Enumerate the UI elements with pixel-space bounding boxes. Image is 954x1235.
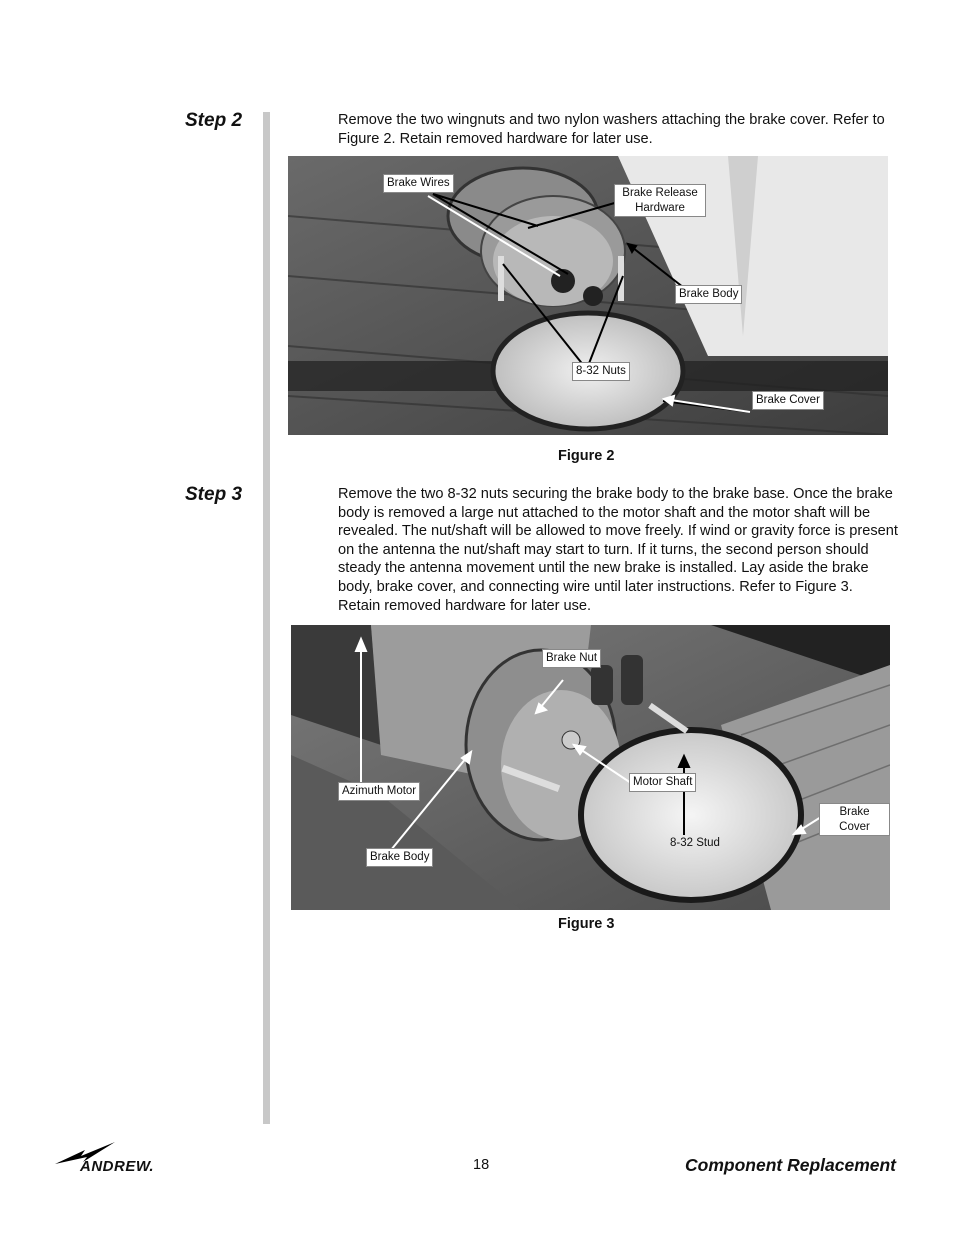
step-2-heading: Step 2 [185,110,243,131]
figure-3-caption: Figure 3 [558,916,615,932]
callout-nuts: 8-32 Nuts [572,362,630,381]
page-number: 18 [473,1157,490,1173]
figure-2-caption: Figure 2 [558,448,615,464]
callout-brake-wires: Brake Wires [383,174,454,193]
sidebar-rule [263,112,270,1124]
callout-brake-body: Brake Body [675,285,742,304]
callout-brake-release: Brake Release Hardware [614,184,706,217]
callout-brake-body: Brake Body [366,848,433,867]
logo-text: ANDREW. [80,1158,155,1175]
callout-azimuth-motor: Azimuth Motor [338,782,420,801]
step-3-text: Remove the two 8-32 nuts securing the brake body to the brake base. Once the brake body is removed a large nut attached to the motor shaft and the motor shaft will be revealed. The nut/shaft will be allowed to move freely. If wind or gravity force is present on the antenna the nut/shaft may start to turn. If it turns, the second person should steady the antenna movement until the new brake is installed. Lay aside the brake body, brake cover, and connecting wire until later instructions. Refer to Figure 3. Retain removed hardware for later use. [338,486,898,614]
callout-motor-shaft: Motor Shaft [629,773,696,792]
callout-brake-cover: Brake Cover [819,803,890,836]
section-title: Component Replacement [685,1155,896,1175]
callout-stud: 8-32 Stud [670,837,720,849]
callout-brake-nut: Brake Nut [542,649,601,668]
step-3-heading: Step 3 [185,484,243,505]
step-2-text: Remove the two wingnuts and two nylon washers attaching the brake cover. Refer to Figure 2. Retain removed hardware for later use. [338,112,885,147]
figure-2-photo [288,156,888,435]
callout-brake-cover: Brake Cover [752,391,824,410]
figure-3-photo [291,625,890,910]
